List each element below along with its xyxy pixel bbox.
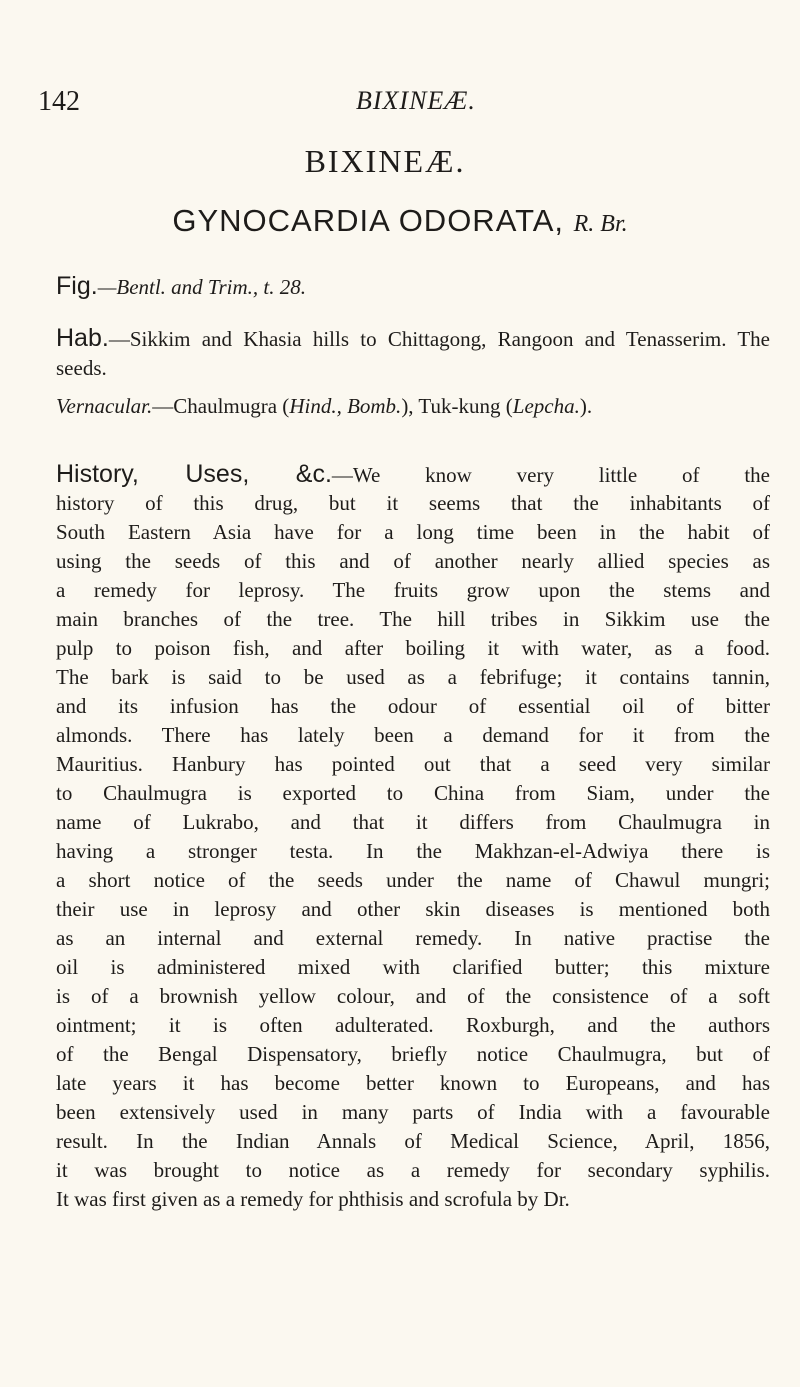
vernacular-hind: Hind., <box>289 394 342 418</box>
history-line: using the seeds of this and of another nearly allied species as <box>56 549 770 573</box>
history-line: and its infusion has the odour of essential oil of bitter <box>56 694 770 718</box>
history-line: ointment; it is often adulterated. Roxburgh, and the authors <box>56 1013 770 1037</box>
history-line <box>56 460 770 489</box>
hab-text: —Sikkim and Khasia hills to Chittagong, Rangoon and Tenasserim. The seeds. <box>56 327 770 380</box>
history-line: as an internal and external remedy. In native practise the <box>56 926 770 950</box>
history-line: it was brought to notice as a remedy for secondary syphilis. <box>56 1158 770 1182</box>
history-line: Mauritius. Hanbury has pointed out that a seed very similar <box>56 752 770 776</box>
history-line: their use in leprosy and other skin diseases is mentioned both <box>56 897 770 921</box>
vernacular-text-b: ), Tuk-kung ( <box>401 394 513 418</box>
running-title: BIXINEÆ. <box>356 86 476 115</box>
history-line: of the Bengal Dispensatory, briefly notice Chaulmugra, but of <box>56 1042 770 1066</box>
history-line-text: —We know very little of the <box>331 463 770 487</box>
history-paragraph <box>56 460 770 1214</box>
history-line: to Chaulmugra is exported to China from Siam, under the <box>56 781 770 805</box>
vernacular-text-a: —Chaulmugra ( <box>152 394 290 418</box>
fig-text: —Bentl. and Trim., t. 28. <box>97 275 306 299</box>
history-line: been extensively used in many parts of India with a favourable <box>56 1100 770 1124</box>
history-line: history of this drug, but it seems that the inhabitants of <box>56 491 770 515</box>
history-line: is of a brownish yellow colour, and of the consistence of a soft <box>56 984 770 1008</box>
history-line: It was first given as a remedy for phthisis and scrofula by Dr. <box>56 1187 570 1211</box>
vernacular-text-c: ). <box>579 394 593 418</box>
page-number: 142 <box>38 86 80 117</box>
history-line: name of Lukrabo, and that it differs from Chaulmugra in <box>56 810 770 834</box>
history-line: main branches of the tree. The hill tribes in Sikkim use the <box>56 607 770 631</box>
vernacular-lepcha: Lepcha. <box>512 394 580 418</box>
history-label: History, Uses, &c. <box>56 460 332 488</box>
species-authority: R. Br. <box>573 211 628 237</box>
history-line: South Eastern Asia have for a long time been in the habit of <box>56 520 770 544</box>
species-heading <box>30 203 770 239</box>
running-head <box>38 86 740 120</box>
history-line: late years it has become better known to Europeans, and has <box>56 1071 770 1095</box>
history-line: oil is administered mixed with clarified butter; this mixture <box>56 955 770 979</box>
hab-label: Hab. <box>56 324 109 352</box>
vernacular-paragraph <box>56 392 770 421</box>
history-line: result. In the Indian Annals of Medical Science, April, 1856, <box>56 1129 770 1153</box>
history-line: pulp to poison fish, and after boiling it with water, as a food. <box>56 636 770 660</box>
section-title: BIXINEÆ. <box>304 143 466 179</box>
history-line: The bark is said to be used as a febrifuge; it contains tannin, <box>56 665 770 689</box>
figure-reference <box>56 272 770 302</box>
fig-label: Fig. <box>56 272 98 300</box>
habitat-paragraph <box>56 324 770 383</box>
history-line: almonds. There has lately been a demand for it from the <box>56 723 770 747</box>
species-name: GYNOCARDIA ODORATA, <box>172 203 564 238</box>
history-line: having a stronger testa. In the Makhzan-el-Adwiya there is <box>56 839 770 863</box>
history-line: a remedy for leprosy. The fruits grow upon the stems and <box>56 578 770 602</box>
history-line: a short notice of the seeds under the name of Chawul mungri; <box>56 868 770 892</box>
vernacular-label: Vernacular. <box>56 394 153 418</box>
vernacular-bomb: Bomb. <box>347 394 402 418</box>
